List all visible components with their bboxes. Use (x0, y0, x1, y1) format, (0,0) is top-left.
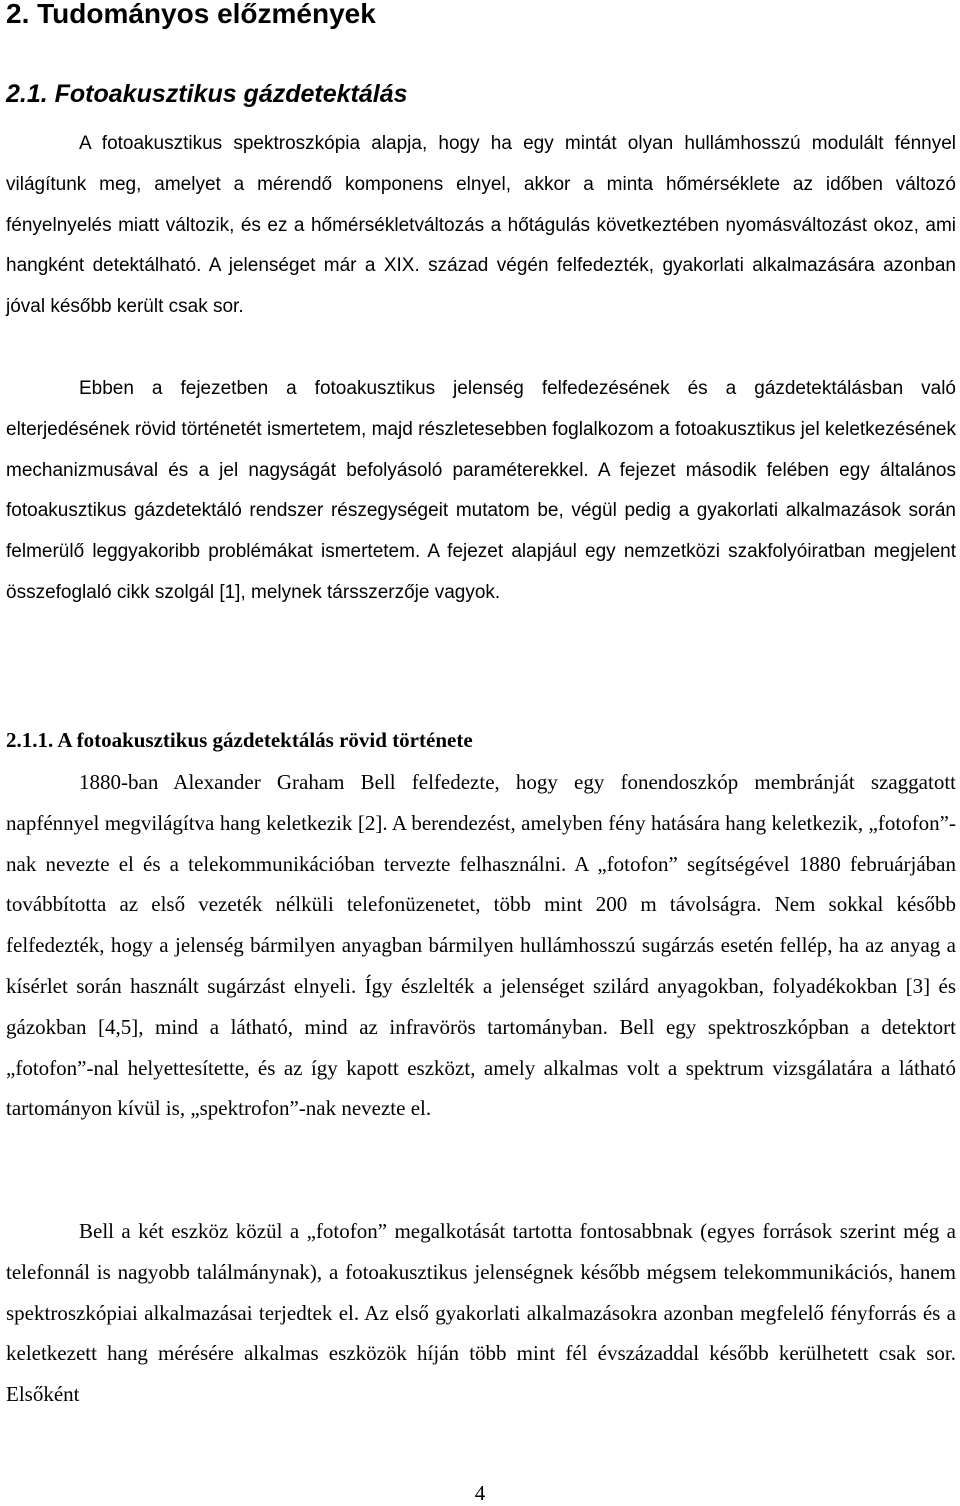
section-paragraph-intro: A fotoakusztikus spektroszkópia alapja, hogy ha egy mintát olyan hullámhosszú modulált fénnyel világítunk meg, amelyet a mérendő komponens elnyel, akkor a minta hőmérséklete az időben változó fényelnyelés miatt változik, és ez a hőmérsékletváltozás a hőtágulás következtében nyomásváltozást okoz, ami hangként detektálható. A jelenséget már a XIX. század végén felfedezték, gyakorlati alkalmazására azonban jóval később került csak sor. (6, 133, 956, 318)
chapter-title: 2. Tudományos előzmények (6, 0, 376, 29)
section-paragraph-overview: Ebben a fejezetben a fotoakusztikus jelenség felfedezésének és a gázdetektálásban való elterjedésének rövid történetét ismertetem, majd részletesebben foglalkozom a fotoakusztikus jel keletkezésének mechanizmusával és a jel nagyságát befolyásoló paraméterekkel. A fejezet második felében egy általános fotoakusztikus gázdetektáló rendszer részegységeit mutatom be, végül pedig a gyakorlati alkalmazások során felmerülő leggyakoribb problémákat ismertetem. A fejezet alapjául egy nemzetközi szakfolyóiratban megjelent összefoglaló cikk szolgál [1], melynek társszerzője vagyok. (6, 378, 956, 603)
section-title: 2.1. Fotoakusztikus gázdetektálás (6, 80, 408, 108)
page-number: 4 (474, 1481, 486, 1505)
subsection-paragraph-applications: Bell a két eszköz közül a „fotofon” megalkotását tartotta fontosabbnak (egyes források szerint még a telefonnál is nagyobb találmánynak), a fotoakusztikus jelenségnek később mégsem telekommunikációs, hanem spektroszkópiai alkalmazásai terjedtek el. Az első gyakorlati alkalmazásokra azonban megfelelő fényforrás és a keletkezett hang mérésére alkalmas eszközök híján több mint fél évszázaddal később kerülhetett csak sor. Elsőként (6, 1219, 956, 1407)
subsection-title: 2.1.1. A fotoakusztikus gázdetektálás rövid története (6, 728, 473, 752)
subsection-paragraph-history: 1880-ban Alexander Graham Bell felfedezte, hogy egy fonendoszkóp membránját szaggatott napfénnyel megvilágítva hang keletkezik [2]. A berendezést, amelyben fény hatására hang keletkezik, „fotofon”-nak nevezte el és a telekommunikációban tervezte felhasználni. A „fotofon” segítségével 1880 februárjában továbbította az első vezeték nélküli telefonüzenetet, több mint 200 m távolságra. Nem sokkal később felfedezték, hogy a jelenség bármilyen anyagban bármilyen hullámhosszú sugárzás esetén fellép, ha az anyag a kísérlet során használt sugárzást elnyeli. Így észlelték a jelenséget szilárd anyagokban, folyadékokban [3] és gázokban [4,5], mind a látható, mind az infravörös tartományban. Bell egy spektroszkópban a detektort „fotofon”-nal helyettesítette, és az így kapott eszközt, amely alkalmas volt a spektrum vizsgálatára a látható tartományon kívül is, „spektrofon”-nak nevezte el. (6, 770, 956, 1121)
